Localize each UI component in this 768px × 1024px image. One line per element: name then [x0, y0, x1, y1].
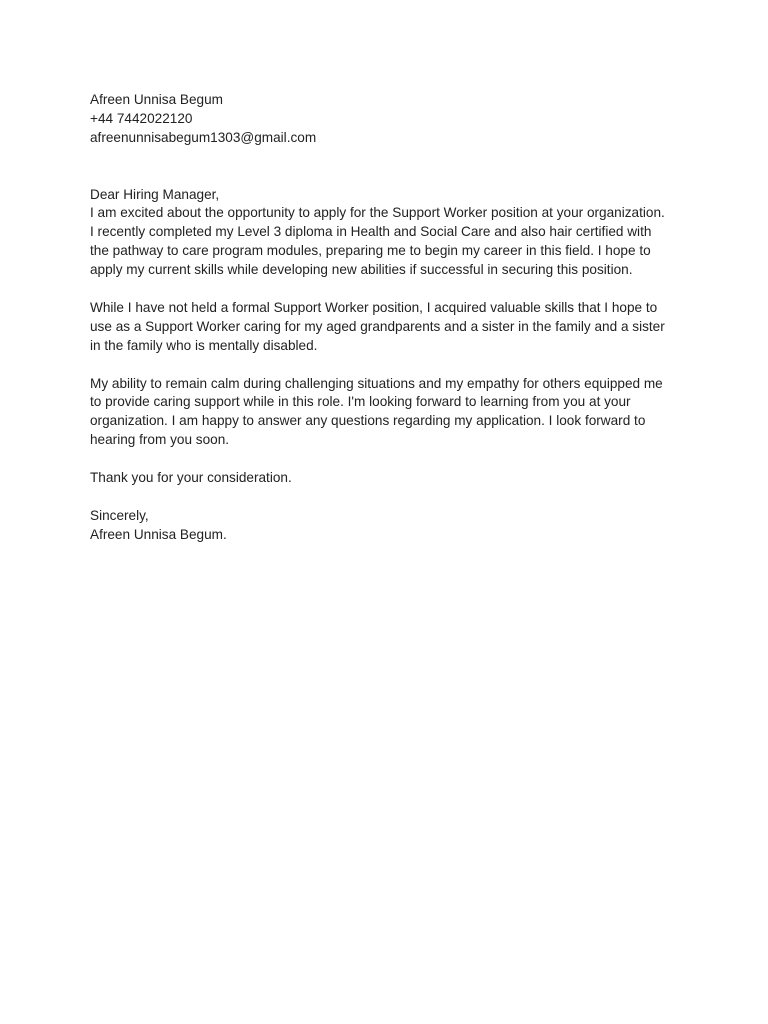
- paragraph-experience: [90, 299, 690, 356]
- paragraph-thanks: [90, 469, 690, 488]
- paragraph-line: to provide caring support while in this role. I'm looking forward to learning from you at your: [90, 394, 631, 410]
- sender-name: Afreen Unnisa Begum: [90, 92, 223, 107]
- spacer: [90, 280, 690, 299]
- paragraph-line: My ability to remain calm during challenging situations and my empathy for others equipped me: [90, 375, 663, 391]
- sender-phone: +44 7442022120: [90, 110, 193, 126]
- cover-letter: [90, 91, 690, 545]
- closing: Sincerely,: [90, 507, 149, 523]
- spacer: [90, 356, 690, 375]
- spacer: [90, 488, 690, 507]
- sign-off-block: [90, 507, 690, 545]
- paragraph-qualities: [90, 375, 690, 451]
- paragraph-line: hearing from you soon.: [90, 432, 230, 448]
- letter-body-intro: [90, 186, 690, 281]
- spacer: [90, 450, 690, 469]
- spacer: [90, 148, 690, 186]
- paragraph-line: While I have not held a formal Support Worker position, I acquired valuable skills that I hope to: [90, 299, 658, 315]
- sender-email: afreenunnisabegum1303@gmail.com: [90, 129, 317, 145]
- paragraph-line: in the family who is mentally disabled.: [90, 337, 318, 353]
- paragraph-line: I recently completed my Level 3 diploma in Health and Social Care and also hair certified with: [90, 224, 652, 240]
- sender-contact-block: [90, 91, 690, 148]
- paragraph-line: the pathway to care program modules, preparing me to begin my career in this field. I hope to: [90, 243, 651, 259]
- paragraph-line: I am excited about the opportunity to apply for the Support Worker position at your organization.: [90, 205, 665, 221]
- paragraph-line: use as a Support Worker caring for my aged grandparents and a sister in the family and a sister: [90, 318, 665, 334]
- salutation: Dear Hiring Manager,: [90, 186, 220, 202]
- signature: Afreen Unnisa Begum.: [90, 526, 227, 542]
- paragraph-line: apply my current skills while developing new abilities if successful in securing this position.: [90, 262, 633, 278]
- paragraph-line: organization. I am happy to answer any questions regarding my application. I look forward to: [90, 413, 646, 429]
- paragraph-line: Thank you for your consideration.: [90, 470, 292, 486]
